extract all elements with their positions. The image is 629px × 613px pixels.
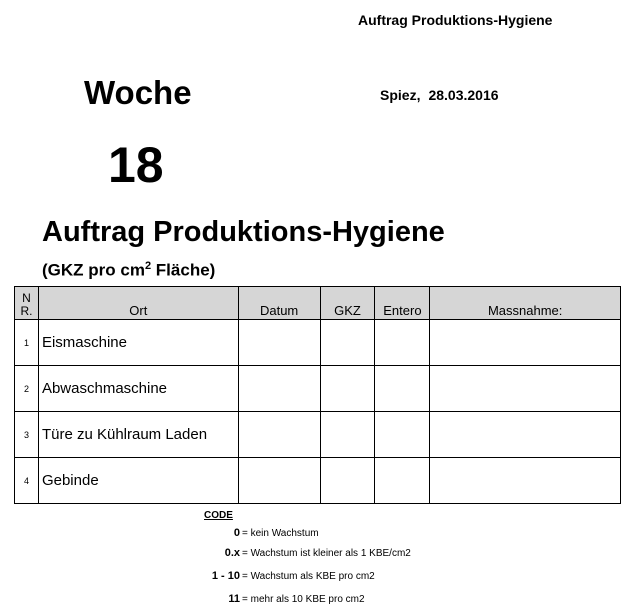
cell-massnahme[interactable] [430,320,621,366]
column-header-entero: Entero [375,287,430,320]
code-key: 0 [233,527,240,539]
code-desc: = mehr als 10 KBE pro cm2 [242,594,365,605]
column-header-gkz: GKZ [320,287,375,320]
table-row [15,320,621,366]
document-title: Auftrag Produktions-Hygiene [42,216,445,248]
subtitle-superscript: 2 [144,260,152,272]
header-title: Auftrag Produktions-Hygiene [358,12,553,28]
row-ort: Eismaschine [38,320,238,366]
cell-gkz[interactable] [320,458,375,504]
place: Spiez, [380,87,421,103]
week-number: 18 [108,137,164,193]
week-label: Woche [84,74,192,111]
code-desc: = Wachstum ist kleiner als 1 KBE/cm2 [242,548,411,559]
row-number: 4 [15,458,39,504]
cell-entero[interactable] [375,366,430,412]
column-header-nr: N R. [15,287,39,320]
row-ort: Gebinde [38,458,238,504]
row-number: 3 [15,412,39,458]
code-desc: = Wachstum als KBE pro cm2 [242,571,375,582]
row-ort: Abwaschmaschine [38,366,238,412]
code-key: 0.x [224,547,240,559]
column-header-datum: Datum [238,287,320,320]
table-header-row [15,287,621,320]
code-item [160,570,375,582]
column-header-massnahme: Massnahme: [430,287,621,320]
table-row [15,412,621,458]
row-ort: Türe zu Kühlraum Laden [38,412,238,458]
cell-gkz[interactable] [320,320,375,366]
cell-entero[interactable] [375,320,430,366]
code-item [160,593,365,605]
table-row [15,458,621,504]
subtitle-suffix: Fläche) [151,260,216,280]
cell-datum[interactable] [238,366,320,412]
document-subtitle [42,260,215,281]
code-item [160,527,319,539]
code-title: CODE [204,510,233,521]
cell-datum[interactable] [238,458,320,504]
cell-massnahme[interactable] [430,458,621,504]
cell-datum[interactable] [238,412,320,458]
subtitle-prefix: (GKZ pro cm [42,260,145,280]
row-number: 1 [15,320,39,366]
code-key: 1 - 10 [211,570,240,582]
cell-massnahme[interactable] [430,412,621,458]
place-date [380,87,499,103]
code-key: 11 [228,593,240,605]
cell-datum[interactable] [238,320,320,366]
cell-gkz[interactable] [320,366,375,412]
hygiene-table [14,286,621,504]
date: 28.03.2016 [428,87,499,103]
cell-massnahme[interactable] [430,366,621,412]
cell-gkz[interactable] [320,412,375,458]
row-number: 2 [15,366,39,412]
code-desc: = kein Wachstum [242,528,319,539]
cell-entero[interactable] [375,412,430,458]
code-item [160,547,411,559]
table-row [15,366,621,412]
cell-entero[interactable] [375,458,430,504]
column-header-ort: Ort [38,287,238,320]
